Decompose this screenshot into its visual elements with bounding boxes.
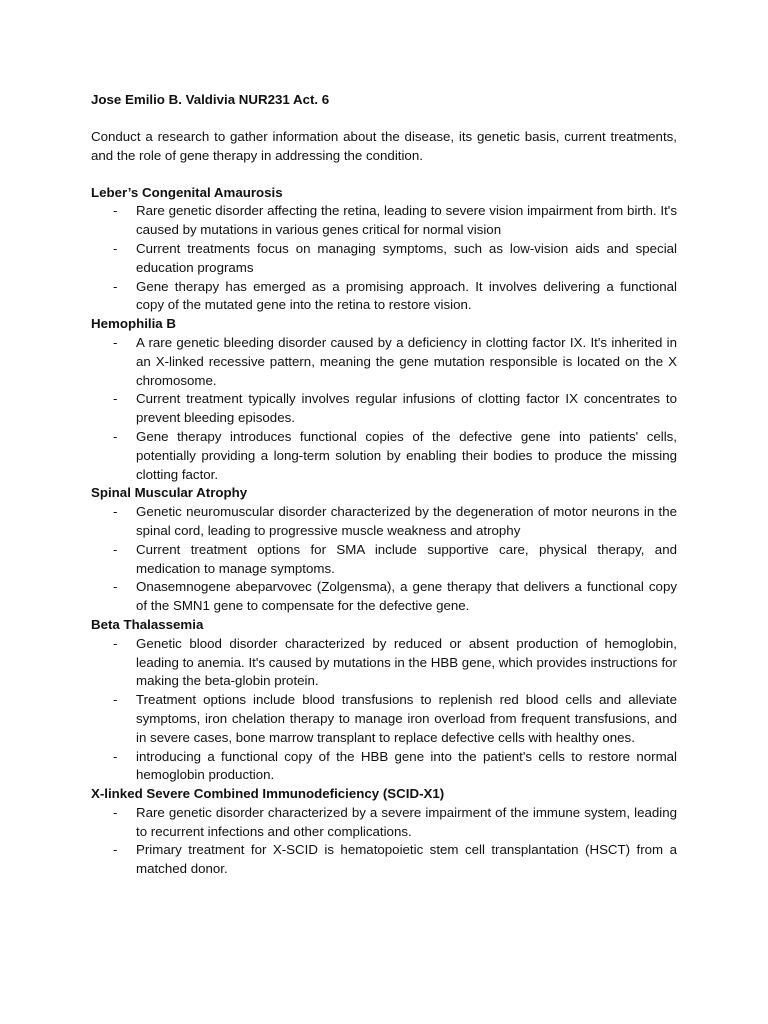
bullet-dash: - bbox=[113, 541, 118, 557]
bullet-list bbox=[91, 804, 677, 879]
bullet-list bbox=[91, 503, 677, 616]
bullet-text: Current treatment typically involves regular infusions of clotting factor IX concentrates to prevent bleeding episodes. bbox=[136, 391, 677, 426]
section-beta-thalassemia bbox=[91, 616, 677, 785]
section-sma bbox=[91, 484, 677, 616]
bullet-item bbox=[91, 841, 677, 879]
bullet-dash: - bbox=[113, 203, 118, 219]
bullet-item bbox=[91, 748, 677, 786]
bullet-list bbox=[91, 202, 677, 315]
section-heading: Beta Thalassemia bbox=[91, 616, 204, 632]
section-heading: Hemophilia B bbox=[91, 316, 176, 332]
bullet-text: Current treatments focus on managing symptoms, such as low-vision aids and special education programs bbox=[136, 240, 677, 275]
bullet-list bbox=[91, 334, 677, 484]
bullet-text: Onasemnogene abeparvovec (Zolgensma), a gene therapy that delivers a functional copy of the SMN1 gene to compensate for the defective gene. bbox=[136, 579, 677, 614]
document-title: Jose Emilio B. Valdivia NUR231 Act. 6 bbox=[91, 92, 330, 107]
bullet-text: Gene therapy has emerged as a promising approach. It involves delivering a functional copy of the mutated gene into the retina to restore vision. bbox=[136, 278, 677, 313]
bullet-text: Rare genetic disorder characterized by a severe impairment of the immune system, leading to recurrent infections and other complications. bbox=[136, 804, 677, 839]
bullet-dash: - bbox=[113, 504, 118, 520]
bullet-list bbox=[91, 635, 677, 785]
instructions-paragraph: Conduct a research to gather information about the disease, its genetic basis, current treatments, and the role of gene therapy in addressing the condition. bbox=[91, 129, 677, 163]
bullet-dash: - bbox=[113, 334, 118, 350]
bullet-item bbox=[91, 503, 677, 541]
bullet-item bbox=[91, 691, 677, 747]
section-heading: Spinal Muscular Atrophy bbox=[91, 485, 248, 501]
bullet-text: Rare genetic disorder affecting the retina, leading to severe vision impairment from birth. It's caused by mutations in various genes critical for normal vision bbox=[136, 203, 677, 238]
document-page bbox=[91, 91, 677, 879]
bullet-dash: - bbox=[113, 635, 118, 651]
bullet-item bbox=[91, 428, 677, 484]
bullet-dash: - bbox=[113, 748, 118, 764]
section-lca bbox=[91, 184, 677, 316]
bullet-item bbox=[91, 202, 677, 240]
bullet-dash: - bbox=[113, 692, 118, 708]
bullet-item bbox=[91, 278, 677, 316]
bullet-text: introducing a functional copy of the HBB gene into the patient's cells to restore normal hemoglobin production. bbox=[136, 748, 677, 783]
bullet-dash: - bbox=[113, 391, 118, 407]
bullet-dash: - bbox=[113, 428, 118, 444]
bullet-text: Genetic neuromuscular disorder characterized by the degeneration of motor neurons in the spinal cord, leading to progressive muscle weakness and atrophy bbox=[136, 504, 677, 538]
bullet-text: Treatment options include blood transfusions to replenish red blood cells and alleviate symptoms, iron chelation therapy to manage iron overload from frequent transfusions, and in severe cases, bone marrow transplant to replace defective cells with healthy ones. bbox=[136, 692, 677, 745]
bullet-item bbox=[91, 578, 677, 616]
bullet-dash: - bbox=[113, 579, 118, 595]
bullet-text: Primary treatment for X-SCID is hematopoietic stem cell transplantation (HSCT) from a matched donor. bbox=[136, 842, 677, 877]
bullet-dash: - bbox=[113, 842, 118, 858]
section-heading: Leber’s Congenital Amaurosis bbox=[91, 184, 283, 200]
section-heading: X-linked Severe Combined Immunodeficiency (SCID-X1) bbox=[91, 786, 445, 802]
bullet-item bbox=[91, 334, 677, 390]
bullet-text: A rare genetic bleeding disorder caused by a deficiency in clotting factor IX. It's inherited in an X-linked recessive pattern, meaning the gene mutation responsible is located on the X chromosome. bbox=[136, 334, 677, 388]
bullet-text: Current treatment options for SMA include supportive care, physical therapy, and medication to manage symptoms. bbox=[136, 541, 677, 576]
bullet-text: Genetic blood disorder characterized by reduced or absent production of hemoglobin, leading to anemia. It's caused by mutations in the HBB gene, which provides instructions for making the beta-globin protein. bbox=[136, 635, 677, 689]
bullet-dash: - bbox=[113, 278, 118, 294]
bullet-item bbox=[91, 635, 677, 691]
bullet-item bbox=[91, 240, 677, 278]
bullet-item bbox=[91, 804, 677, 842]
bullet-item bbox=[91, 390, 677, 428]
bullet-dash: - bbox=[113, 804, 118, 820]
bullet-text: Gene therapy introduces functional copies of the defective gene into patients' cells, potentially providing a long-term solution by enabling their bodies to produce the missing clotting factor. bbox=[136, 428, 677, 482]
bullet-dash: - bbox=[113, 240, 118, 256]
bullet-item bbox=[91, 541, 677, 579]
section-hemophilia-b bbox=[91, 315, 677, 484]
section-scid-x1 bbox=[91, 785, 677, 879]
